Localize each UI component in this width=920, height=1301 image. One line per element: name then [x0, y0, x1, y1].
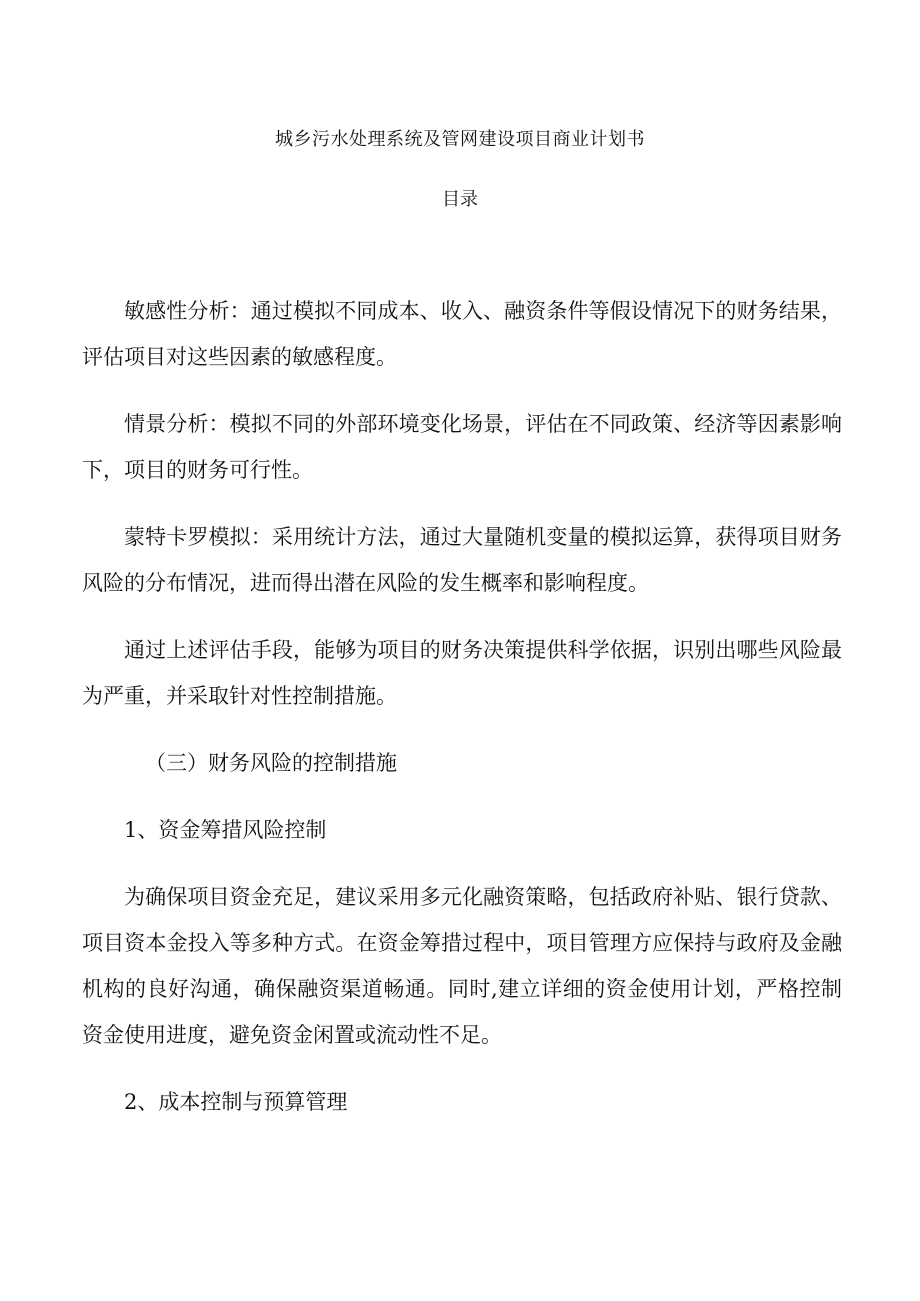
subsection-heading-cost-control: 2、成本控制与预算管理	[124, 1090, 348, 1114]
subsection-heading-funding-risk: 1、资金筹措风险控制	[124, 818, 327, 842]
section-heading-risk-control: （三）财务风险的控制措施	[145, 751, 397, 775]
paragraph-funding-risk: 为确保项目资金充足，建议采用多元化融资策略，包括政府补贴、银行贷款、项目资本金投入等多种方式。在资金筹措过程中，项目管理方应保持与政府及金融机构的良好沟通，确保融资渠道畅通。同时,建立详细的资金使用计划，严格控制资金使用进度，避免资金闲置或流动性不足。	[82, 885, 842, 1047]
paragraph-monte-carlo: 蒙特卡罗模拟：采用统计方法，通过大量随机变量的模拟运算，获得项目财务风险的分布情况，进而得出潜在风险的发生概率和影响程度。	[82, 525, 842, 595]
paragraph-scenario-analysis: 情景分析：模拟不同的外部环境变化场景，评估在不同政策、经济等因素影响下，项目的财务可行性。	[82, 412, 842, 482]
paragraph-sensitivity-analysis: 敏感性分析：通过模拟不同成本、收入、融资条件等假设情况下的财务结果，评估项目对这些因素的敏感程度。	[82, 299, 842, 369]
paragraph-assessment-summary: 通过上述评估手段，能够为项目的财务决策提供科学依据，识别出哪些风险最为严重，并采取针对性控制措施。	[82, 638, 842, 708]
document-title: 城乡污水处理系统及管网建设项目商业计划书	[275, 129, 645, 150]
toc-heading: 目录	[442, 189, 478, 210]
document-body	[82, 288, 842, 1146]
